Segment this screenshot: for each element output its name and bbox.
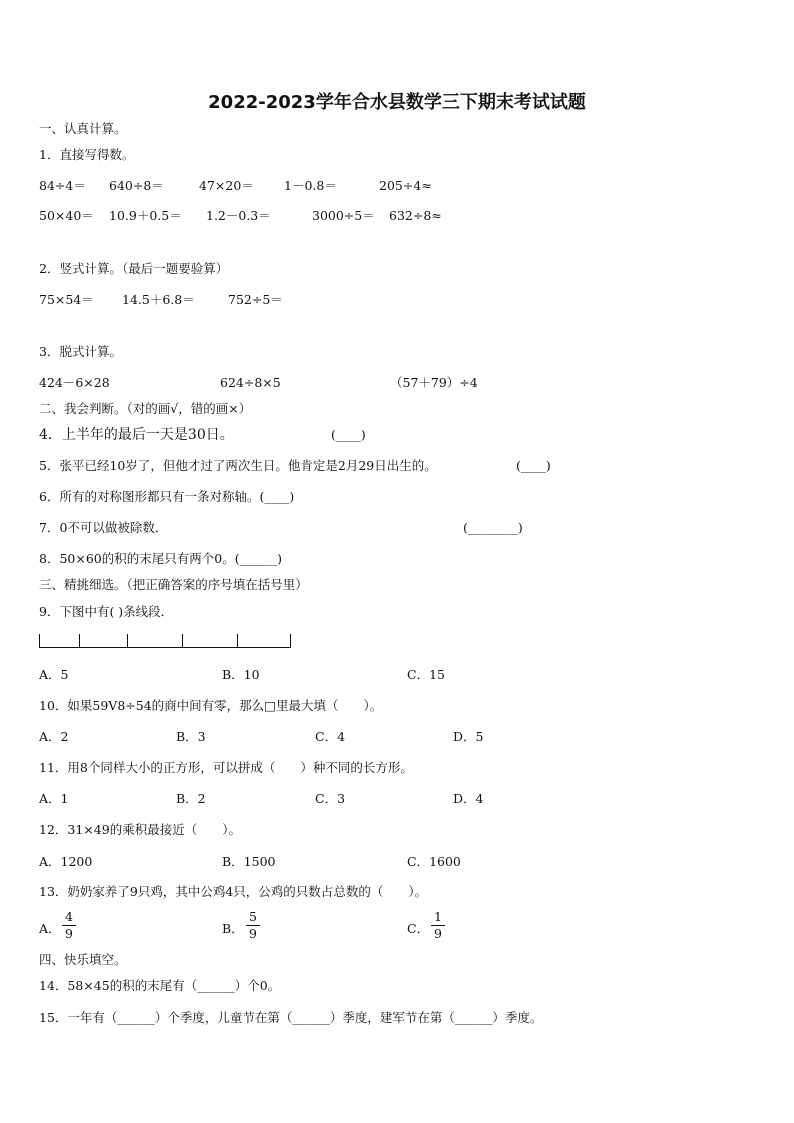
q11-option-b[interactable]: B．2: [176, 791, 206, 806]
line-segment-figure: [39, 634, 291, 648]
q10-option-d[interactable]: D．5: [453, 729, 484, 744]
fraction-numerator: 4: [65, 909, 73, 924]
q3-label: 3．脱式计算。: [39, 344, 122, 359]
q7-text: 7．0不可以做被除数．: [39, 520, 168, 535]
section-4-heading: 四、快乐填空。: [39, 952, 127, 967]
q14-text: 14．58×45的积的末尾有（______）个0。: [39, 978, 281, 993]
q13-fraction-a: [62, 910, 76, 941]
q3-item: 624÷8×5: [220, 375, 281, 390]
q10-text: 10．如果59V8÷54的商中间有零，那么□里最大填（ ）。: [39, 698, 383, 713]
q8-text: 8．50×60的积的末尾只有两个0。(______): [39, 551, 282, 566]
q2-item: 752÷5＝: [228, 292, 283, 307]
q12-text: 12．31×49的乘积最接近（ ）。: [39, 822, 241, 837]
q13-text: 13．奶奶家养了9只鸡，其中公鸡4只，公鸡的只数占总数的（ ）。: [39, 884, 428, 899]
q2-item: 75×54＝: [39, 292, 94, 307]
fraction-denominator: 9: [434, 926, 442, 941]
q12-option-a[interactable]: A．1200: [39, 854, 93, 869]
q3-item: 424－6×28: [39, 375, 110, 390]
q10-option-b[interactable]: B．3: [176, 729, 206, 744]
fraction-numerator: 1: [434, 909, 442, 924]
q15-text: 15．一年有（______）个季度，儿童节在第（______）季度，建军节在第（______）季度。: [39, 1010, 543, 1025]
q10-option-a[interactable]: A．2: [39, 729, 69, 744]
page-title: 2022-2023学年合水县数学三下期末考试试题: [208, 92, 586, 113]
q11-option-c[interactable]: C．3: [315, 791, 346, 806]
section-2-heading: 二、我会判断。（对的画√，错的画×）: [39, 401, 252, 416]
fraction-denominator: 9: [249, 926, 257, 941]
q2-item: 14.5＋6.8＝: [122, 292, 195, 307]
q1-item: 632÷8≈: [389, 208, 442, 223]
q1-item: 10.9＋0.5＝: [109, 208, 182, 223]
q13-option-a[interactable]: A．: [39, 921, 61, 936]
q3-item: （57＋79）÷4: [390, 375, 478, 390]
q13-fraction-c: [431, 910, 445, 941]
q1-item: 1－0.8＝: [284, 178, 337, 193]
q5-answer-blank[interactable]: (____): [516, 458, 551, 473]
q10-option-c[interactable]: C．4: [315, 729, 346, 744]
q5-text: 5．张平已经10岁了，但他才过了两次生日。他肯定是2月29日出生的。: [39, 458, 437, 473]
q12-option-b[interactable]: B．1500: [222, 854, 276, 869]
q9-text: 9．下图中有( )条线段．: [39, 604, 174, 619]
fraction-denominator: 9: [65, 926, 73, 941]
fraction-numerator: 5: [249, 909, 257, 924]
q1-label: 1．直接写得数。: [39, 147, 135, 162]
q11-option-d[interactable]: D．4: [453, 791, 484, 806]
q7-answer-blank[interactable]: (________): [463, 520, 523, 535]
q6-text: 6．所有的对称图形都只有一条对称轴。(____): [39, 489, 295, 504]
q9-option-c[interactable]: C．15: [407, 667, 445, 682]
q1-item: 50×40＝: [39, 208, 94, 223]
q13-option-c[interactable]: C．: [407, 921, 430, 936]
q11-text: 11．用8个同样大小的正方形，可以拼成（ ）种不同的长方形。: [39, 760, 413, 775]
q1-item: 47×20＝: [199, 178, 254, 193]
section-1-heading: 一、认真计算。: [39, 121, 127, 136]
section-3-heading: 三、精挑细选。（把正确答案的序号填在括号里）: [39, 577, 308, 592]
q11-option-a[interactable]: A．1: [39, 791, 69, 806]
q2-label: 2．竖式计算。（最后一题要验算）: [39, 261, 229, 276]
q9-option-b[interactable]: B．10: [222, 667, 260, 682]
q9-option-a[interactable]: A．5: [39, 667, 69, 682]
q1-item: 84÷4＝: [39, 178, 86, 193]
q4-text: 4．上半年的最后一天是30日。: [39, 427, 234, 443]
q1-item: 205÷4≈: [379, 178, 432, 193]
q13-option-b[interactable]: B．: [222, 921, 244, 936]
q1-item: 3000÷5＝: [312, 208, 375, 223]
q1-item: 640÷8＝: [109, 178, 164, 193]
q4-answer-blank[interactable]: (____): [331, 427, 366, 442]
q12-option-c[interactable]: C．1600: [407, 854, 461, 869]
q1-item: 1.2－0.3＝: [206, 208, 271, 223]
q13-fraction-b: [246, 910, 260, 941]
